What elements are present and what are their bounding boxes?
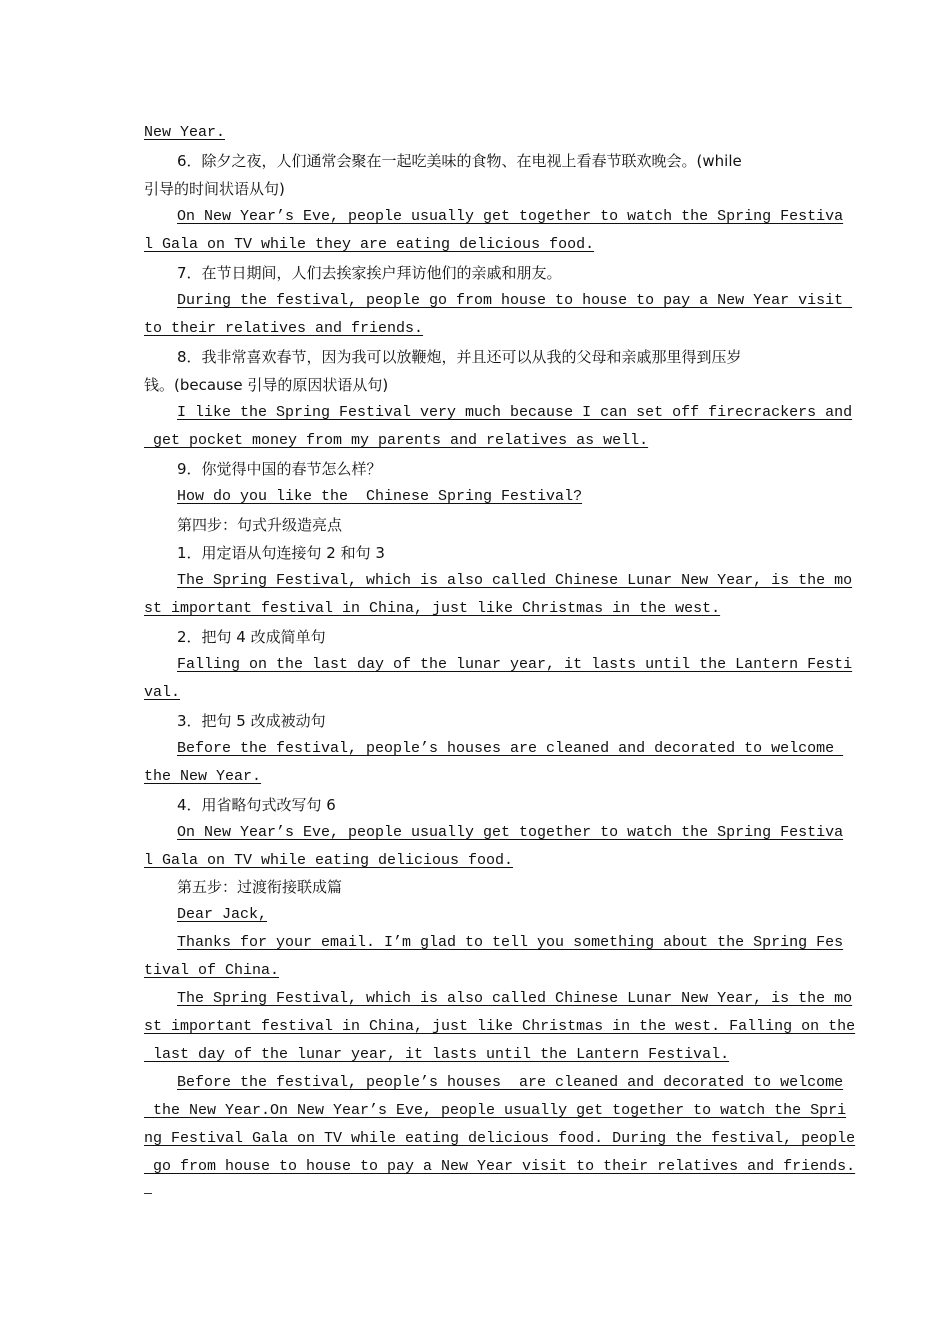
answer-line: I like the Spring Festival very much because I can set off firecrackers and (177, 404, 853, 421)
answer-line: to their relatives and friends. (144, 320, 424, 337)
instruction-line: 3．把句 5 改成被动句 (177, 712, 326, 730)
letter-line: ng Festival Gala on TV while eating delicious food. During the festival, people (144, 1130, 856, 1147)
letter-line: the New Year.On New Year’s Eve, people usually get together to watch the Spri (144, 1102, 847, 1119)
letter-greeting: Dear Jack, (177, 906, 268, 923)
answer-line: val. (144, 684, 181, 701)
answer-line: l Gala on TV while they are eating delicious food. (144, 236, 595, 253)
answer-line: On New Year’s Eve, people usually get together to watch the Spring Festiva (177, 824, 844, 841)
answer-line: How do you like the Chinese Spring Festival? (177, 488, 583, 505)
instruction-line: 1．用定语从句连接句 2 和句 3 (177, 544, 385, 562)
answer-line: New Year. (144, 124, 226, 141)
answer-line: the New Year. (144, 768, 262, 785)
letter-line: Thanks for your email. I’m glad to tell you something about the Spring Fes (177, 934, 844, 951)
letter-line: The Spring Festival, which is also called Chinese Lunar New Year, is the mo (177, 990, 853, 1007)
answer-line: Falling on the last day of the lunar year, it lasts until the Lantern Festi (177, 656, 853, 673)
answer-line: st important festival in China, just like Christmas in the west. (144, 600, 721, 617)
question-line: 7．在节日期间，人们去挨家挨户拜访他们的亲戚和朋友。 (177, 264, 562, 282)
question-line: 钱。(because 引导的原因状语从句) (144, 376, 389, 394)
section-heading: 第四步：句式升级造亮点 (177, 516, 343, 534)
section-heading: 第五步：过渡衔接联成篇 (177, 878, 343, 896)
answer-line: During the festival, people go from house to house to pay a New Year visit (177, 292, 853, 309)
question-line: 8．我非常喜欢春节，因为我可以放鞭炮，并且还可以从我的父母和亲戚那里得到压岁 (177, 348, 742, 366)
letter-line: st important festival in China, just like Christmas in the west. Falling on the (144, 1018, 856, 1035)
answer-line: Before the festival, people’s houses are cleaned and decorated to welcome (177, 740, 844, 757)
answer-line: On New Year’s Eve, people usually get together to watch the Spring Festiva (177, 208, 844, 225)
underline-mark (144, 1193, 152, 1194)
instruction-line: 2．把句 4 改成简单句 (177, 628, 326, 646)
question-line: 引导的时间状语从句) (144, 180, 285, 198)
question-line: 9．你觉得中国的春节怎么样？ (177, 460, 382, 478)
answer-line: The Spring Festival, which is also called Chinese Lunar New Year, is the mo (177, 572, 853, 589)
instruction-line: 4．用省略句式改写句 6 (177, 796, 336, 814)
letter-line: go from house to house to pay a New Year visit to their relatives and friends. (144, 1158, 856, 1175)
letter-line: last day of the lunar year, it lasts until the Lantern Festival. (144, 1046, 730, 1063)
letter-line: tival of China. (144, 962, 280, 979)
answer-line: l Gala on TV while eating delicious food. (144, 852, 514, 869)
letter-line: Before the festival, people’s houses are cleaned and decorated to welcome (177, 1074, 844, 1091)
answer-line: get pocket money from my parents and relatives as well. (144, 432, 649, 449)
question-line: 6．除夕之夜，人们通常会聚在一起吃美味的食物、在电视上看春节联欢晚会。(while (177, 152, 742, 170)
